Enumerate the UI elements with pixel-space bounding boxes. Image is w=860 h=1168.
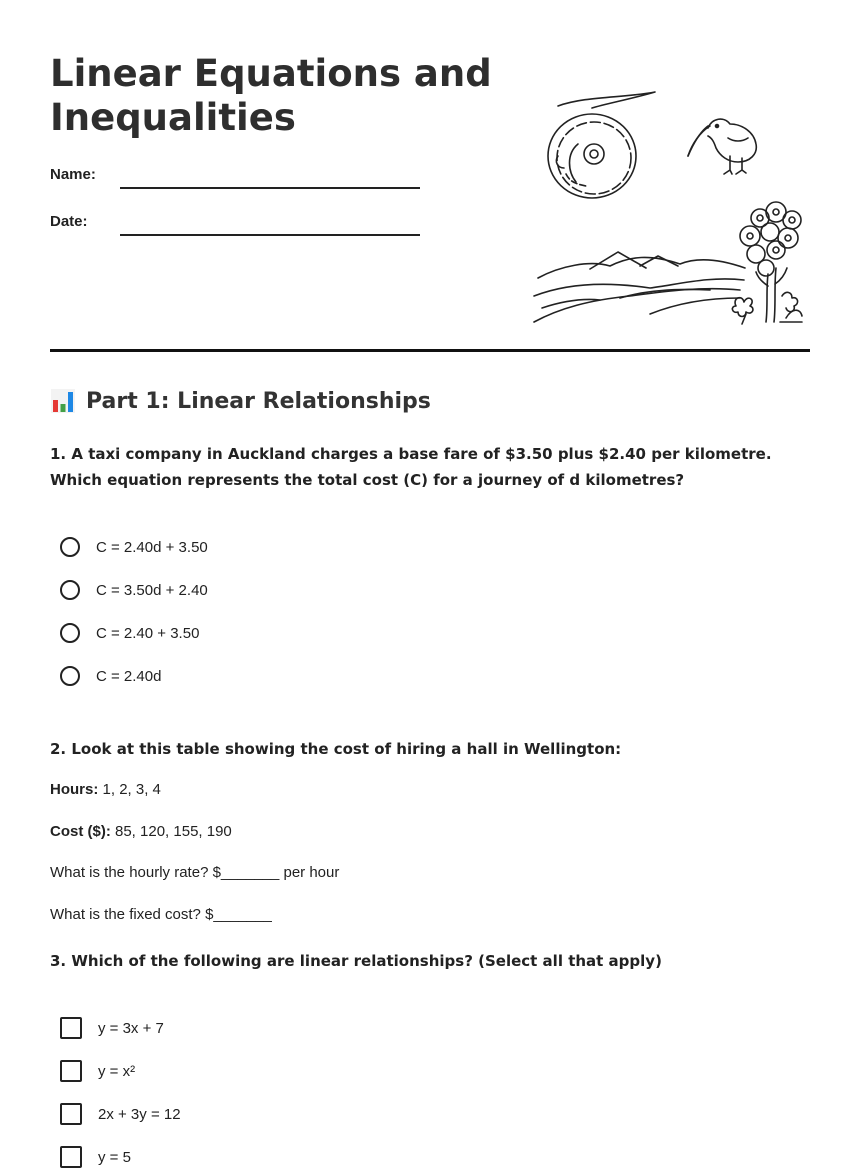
q3-option-4-label: y = 5 [98, 1148, 131, 1166]
q1-option-2-label: C = 3.50d + 2.40 [96, 581, 208, 599]
q3-option-3-label: 2x + 3y = 12 [98, 1105, 181, 1123]
q1-option-1-label: C = 2.40d + 3.50 [96, 538, 208, 556]
checkbox[interactable] [60, 1017, 82, 1039]
q3-option-1-label: y = 3x + 7 [98, 1019, 164, 1037]
radio-button[interactable] [60, 537, 80, 557]
cost-values: 85, 120, 155, 190 [115, 823, 232, 840]
section-title-part1 [50, 388, 431, 414]
hills-landscape-icon [534, 252, 802, 322]
fixed-cost-prompt: What is the fixed cost? $_______ [50, 906, 272, 923]
q1-option-2[interactable] [60, 580, 208, 600]
koru-spiral-icon [548, 92, 655, 198]
q1-option-3[interactable] [60, 623, 199, 643]
radio-button[interactable] [60, 580, 80, 600]
q1-option-3-label: C = 2.40 + 3.50 [96, 624, 200, 642]
question-1-text: 1. A taxi company in Auckland charges a base fare of $3.50 plus $2.40 per kilometre. Which equation represents the total cost (C) for a journey of d kilometres? [50, 445, 772, 489]
date-field[interactable] [120, 234, 420, 236]
hours-label: Hours: [50, 781, 99, 798]
checkbox[interactable] [60, 1146, 82, 1168]
header-divider [50, 349, 810, 352]
q3-option-1[interactable] [60, 1017, 164, 1039]
question-2-text: 2. Look at this table showing the cost of hiring a hall in Wellington: [50, 740, 622, 758]
pohutukawa-tree-icon [732, 202, 801, 324]
question-3-text: 3. Which of the following are linear relationships? (Select all that apply) [50, 952, 662, 970]
checkbox[interactable] [60, 1103, 82, 1125]
q1-option-4-label: C = 2.40d [96, 667, 162, 685]
cost-row [50, 823, 232, 840]
q3-option-3[interactable] [60, 1103, 181, 1125]
q3-option-2[interactable] [60, 1060, 135, 1082]
q1-option-1[interactable] [60, 537, 208, 557]
page-title: Linear Equations and Inequalities [50, 52, 492, 139]
q3-option-4[interactable] [60, 1146, 131, 1168]
kiwi-bird-icon [688, 119, 756, 174]
bar-chart-icon [50, 388, 76, 414]
hours-values: 1, 2, 3, 4 [102, 781, 161, 798]
hours-row [50, 781, 161, 798]
q1-option-4[interactable] [60, 666, 161, 686]
hourly-rate-prompt: What is the hourly rate? $_______ per hour [50, 864, 340, 881]
nz-illustration [530, 86, 820, 336]
name-label: Name: [50, 166, 96, 183]
radio-button[interactable] [60, 666, 80, 686]
date-label: Date: [50, 213, 88, 230]
section-title-text: Part 1: Linear Relationships [86, 388, 431, 414]
q3-option-2-label: y = x² [98, 1062, 136, 1080]
cost-label: Cost ($): [50, 823, 111, 840]
radio-button[interactable] [60, 623, 80, 643]
name-field[interactable] [120, 187, 420, 189]
checkbox[interactable] [60, 1060, 82, 1082]
